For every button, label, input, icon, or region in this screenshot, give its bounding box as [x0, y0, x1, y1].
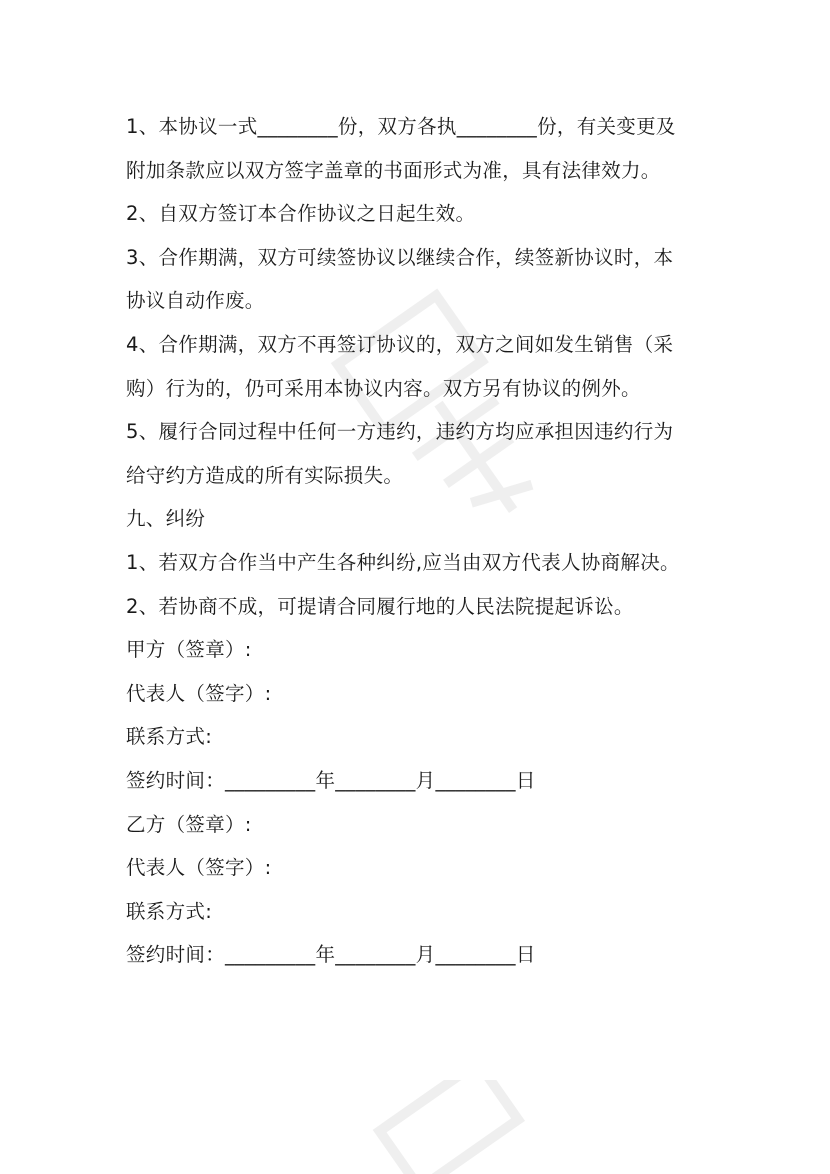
clause-1-line-2: 附加条款应以双方签字盖章的书面形式为准，具有法律效力。: [126, 158, 661, 182]
party-b-seal: 乙方（签章）:: [126, 812, 252, 836]
clause-4-line-1: 4、合作期满，双方不再签订协议的，双方之间如发生销售（采: [126, 332, 674, 356]
party-b-contact: 联系方式:: [126, 899, 213, 923]
section-heading-disputes: 九、纠纷: [126, 507, 206, 531]
clause-3-line-2: 协议自动作废。: [126, 289, 265, 313]
party-a-sign-date: 签约时间：_________年________月________日: [126, 768, 536, 792]
clause-2: 2、自双方签订本合作协议之日起生效。: [126, 202, 476, 226]
party-b-sign-date: 签约时间：_________年________月________日: [126, 943, 536, 967]
document-body: [126, 105, 711, 977]
party-a-seal: 甲方（签章）:: [126, 638, 252, 662]
party-b-representative: 代表人（签字）:: [126, 856, 272, 880]
dispute-clause-1: 1、若双方合作当中产生各种纠纷,应当由双方代表人协商解决。: [126, 550, 680, 574]
clause-3-line-1: 3、合作期满，双方可续签协议以继续合作，续签新协议时，本: [126, 245, 674, 269]
dispute-clause-2: 2、若协商不成，可提请合同履行地的人民法院提起诉讼。: [126, 594, 634, 618]
clause-5-line-2: 给守约方造成的所有实际损失。: [126, 463, 404, 487]
party-a-representative: 代表人（签字）:: [126, 681, 272, 705]
clause-1-line-1: 1、本协议一式________份，双方各执________份，有关变更及: [126, 115, 676, 138]
clause-5-line-1: 5、履行合同过程中任何一方违约，违约方均应承担因违约行为: [126, 420, 674, 444]
clause-4-line-2: 购）行为的，仍可采用本协议内容。双方另有协议的例外。: [126, 376, 641, 400]
watermark-graphic-bottom: [330, 1080, 570, 1174]
party-a-contact: 联系方式:: [126, 725, 213, 749]
